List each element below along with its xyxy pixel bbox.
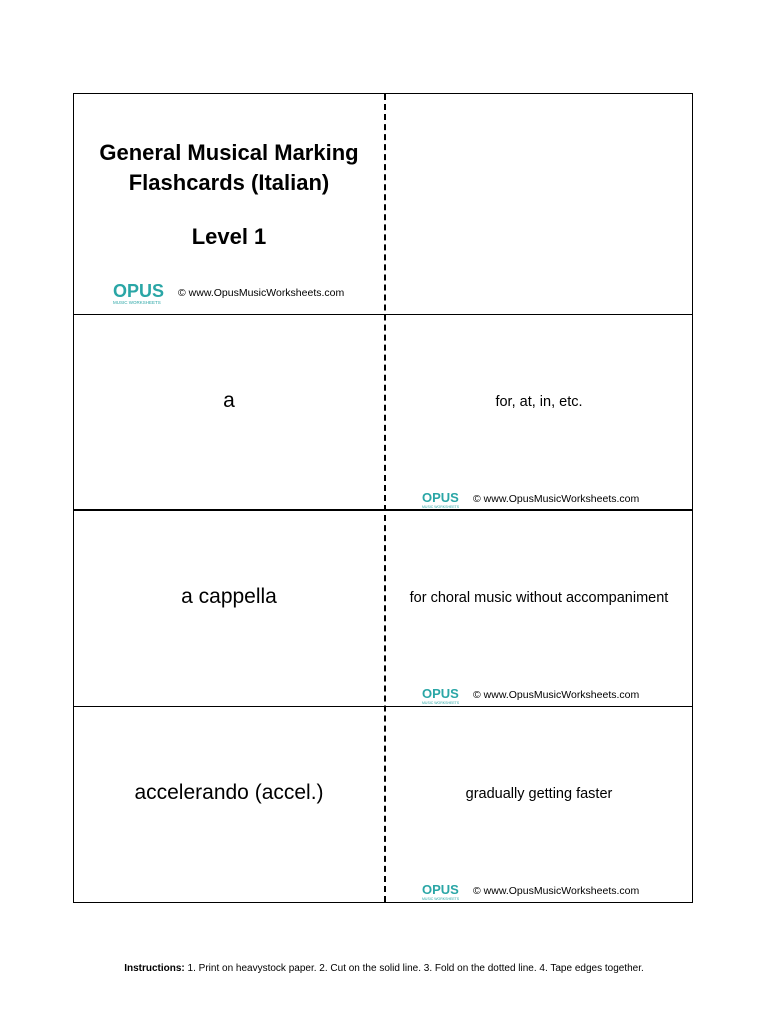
term-card: [74, 707, 384, 903]
opus-logo: [421, 685, 465, 705]
svg-text:MUSIC WORKSHEETS: MUSIC WORKSHEETS: [113, 300, 161, 305]
svg-text:OPUS: OPUS: [422, 882, 459, 897]
definition-text: for, at, in, etc.: [495, 394, 583, 410]
flashcard-row: [74, 511, 692, 707]
definition-text: for choral music without accompaniment: [409, 590, 669, 606]
card-credit: [421, 881, 639, 901]
instructions: [0, 963, 768, 974]
cover-back: [385, 94, 693, 314]
flashcard-row: [74, 315, 692, 511]
instructions-label: Instructions:: [124, 963, 185, 974]
copyright-text: © www.OpusMusicWorksheets.com: [473, 493, 640, 505]
cover-credit: [112, 280, 344, 306]
opus-logo: [421, 881, 465, 901]
definition-card: [385, 707, 693, 903]
term-card: [74, 315, 384, 509]
flashcard-row: [74, 707, 692, 903]
definition-card: [385, 511, 693, 706]
svg-text:MUSIC WORKSHEETS: MUSIC WORKSHEETS: [422, 701, 460, 705]
instructions-text: 1. Print on heavystock paper. 2. Cut on the solid line. 3. Fold on the dotted line. 4. Tape edges together.: [184, 963, 644, 974]
fold-line: [384, 94, 386, 902]
card-credit: [421, 489, 639, 509]
definition-text: gradually getting faster: [465, 786, 613, 802]
term-text: a: [223, 389, 235, 412]
flashcard-sheet: [73, 93, 693, 903]
definition-card: [385, 315, 693, 509]
copyright-text: © www.OpusMusicWorksheets.com: [178, 287, 345, 299]
svg-text:OPUS: OPUS: [422, 686, 459, 701]
svg-text:MUSIC WORKSHEETS: MUSIC WORKSHEETS: [422, 505, 460, 509]
copyright-text: © www.OpusMusicWorksheets.com: [473, 689, 640, 701]
cover-title: [74, 138, 384, 198]
term-text: a cappella: [181, 585, 277, 608]
term-text: accelerando (accel.): [134, 781, 324, 804]
opus-logo: [112, 280, 170, 306]
copyright-text: © www.OpusMusicWorksheets.com: [473, 885, 640, 897]
cover-title-line2: Flashcards (Italian): [128, 170, 330, 195]
svg-text:OPUS: OPUS: [422, 490, 459, 505]
term-card: [74, 511, 384, 706]
opus-logo: [421, 489, 465, 509]
cover-level: Level 1: [191, 224, 267, 249]
svg-text:OPUS: OPUS: [113, 281, 165, 301]
svg-text:MUSIC WORKSHEETS: MUSIC WORKSHEETS: [422, 897, 460, 901]
cover-card: [74, 94, 384, 314]
card-credit: [421, 685, 639, 705]
cover-title-line1: General Musical Marking: [99, 140, 359, 165]
cover-row: [74, 94, 692, 315]
